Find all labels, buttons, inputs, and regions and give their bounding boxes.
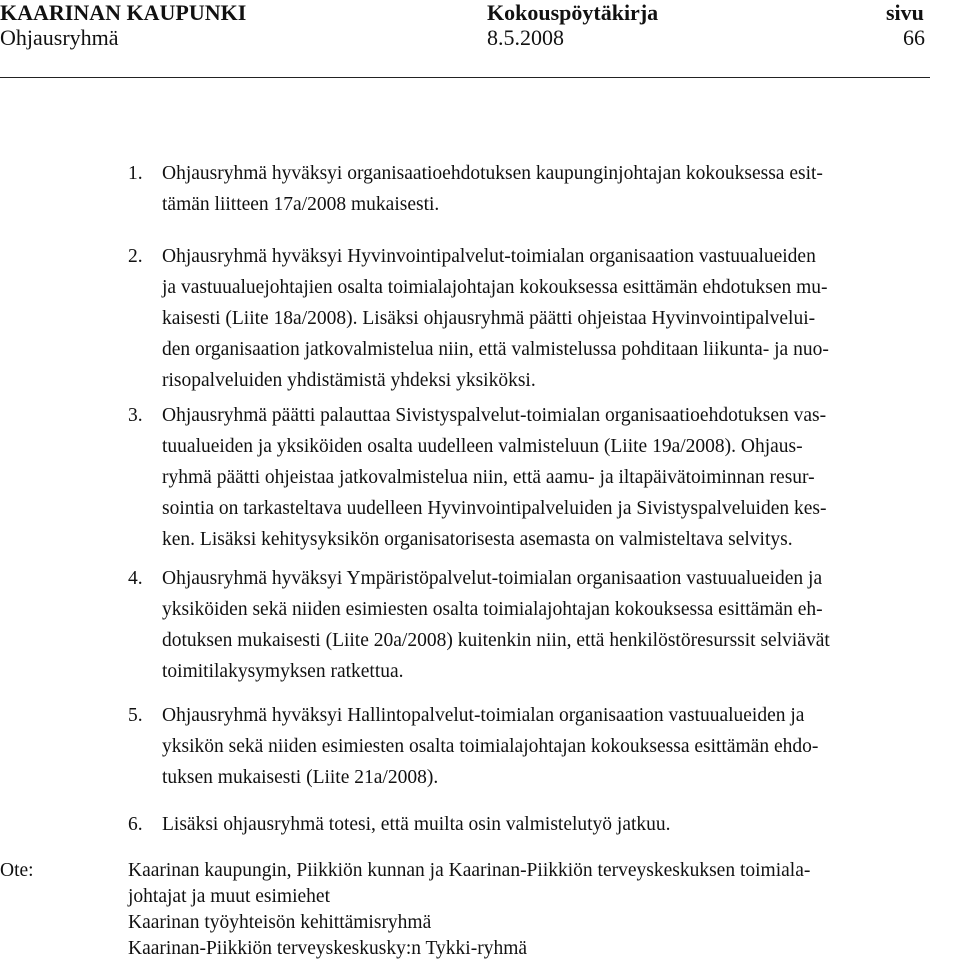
organization-name: KAARINAN KAUPUNKI: [0, 0, 247, 25]
item-text: Ohjausryhmä päätti palauttaa Sivistyspalvelut-toimialan organisaatioehdotuksen vas- tuualueiden ja yksiköiden osalta uudelleen valmisteluun (Liite 19a/2008). Ohjaus- ryhmä päätti ohjeistaa jatkovalmistelua niin, että aamu- ja iltapäivätoiminnan resur- sointia on tarkasteltava uudelleen Hyvinvointipalveluiden ja Sivistyspalveluiden kes- ken. Lisäksi kehitysyksikön organisatorisesta asemasta on valmisteltava selvitys.: [162, 405, 827, 550]
item-text: Ohjausryhmä hyväksyi Hallintopalvelut-toimialan organisaation vastuualueiden ja yksikön sekä niiden esimiesten osalta toimialajohtajan kokouksessa esittämän ehdo- tuksen mukaisesti (Liite 21a/2008).: [162, 705, 819, 788]
distribution-label: Ote:: [0, 860, 34, 881]
document-type: Kokouspöytäkirja: [487, 0, 659, 25]
header-divider: [0, 77, 930, 78]
item-number: 3.: [128, 405, 143, 426]
page-number: 66: [903, 25, 925, 50]
item-number: 6.: [128, 814, 143, 835]
item-text: Ohjausryhmä hyväksyi organisaatioehdotuksen kaupunginjohtajan kokouksessa esit- tämän liitteen 17a/2008 mukaisesti.: [162, 163, 823, 215]
meeting-date: 8.5.2008: [487, 25, 564, 50]
item-number: 5.: [128, 705, 143, 726]
page-label: sivu: [886, 0, 924, 25]
meeting-body: Ohjausryhmä: [0, 25, 119, 50]
item-number: 4.: [128, 568, 143, 589]
item-text: Ohjausryhmä hyväksyi Hyvinvointipalvelut-toimialan organisaation vastuualueiden ja vastuualuejohtajien osalta toimialajohtajan kokouksessa esittämän ehdotuksen mu- kaisesti (Liite 18a/2008). Lisäksi ohjausryhmä päätti ohjeistaa Hyvinvointipalvelui- den organisaation jatkovalmistelua niin, että valmistelussa pohditaan liikunta- ja nuo- risopalveluiden yhdistämistä yhdeksi yksiköksi.: [162, 246, 829, 391]
distribution-list: Kaarinan kaupungin, Piikkiön kunnan ja Kaarinan-Piikkiön terveyskeskuksen toimiala- johtajat ja muut esimiehet Kaarinan työyhteisön kehittämisryhmä Kaarinan-Piikkiön terveyskeskusky:n Tykki-ryhmä: [128, 860, 811, 959]
item-number: 2.: [128, 246, 143, 267]
item-number: 1.: [128, 163, 143, 184]
item-text: Lisäksi ohjausryhmä totesi, että muilta osin valmistelutyö jatkuu.: [162, 814, 671, 835]
item-text: Ohjausryhmä hyväksyi Ympäristöpalvelut-toimialan organisaation vastuualueiden ja yksiköiden sekä niiden esimiesten osalta toimialajohtajan kokouksessa esittämän eh- dotuksen mukaisesti (Liite 20a/2008) kuitenkin niin, että henkilöstöresurssit selviävät toimitilakysymyksen ratkettua.: [162, 568, 830, 682]
